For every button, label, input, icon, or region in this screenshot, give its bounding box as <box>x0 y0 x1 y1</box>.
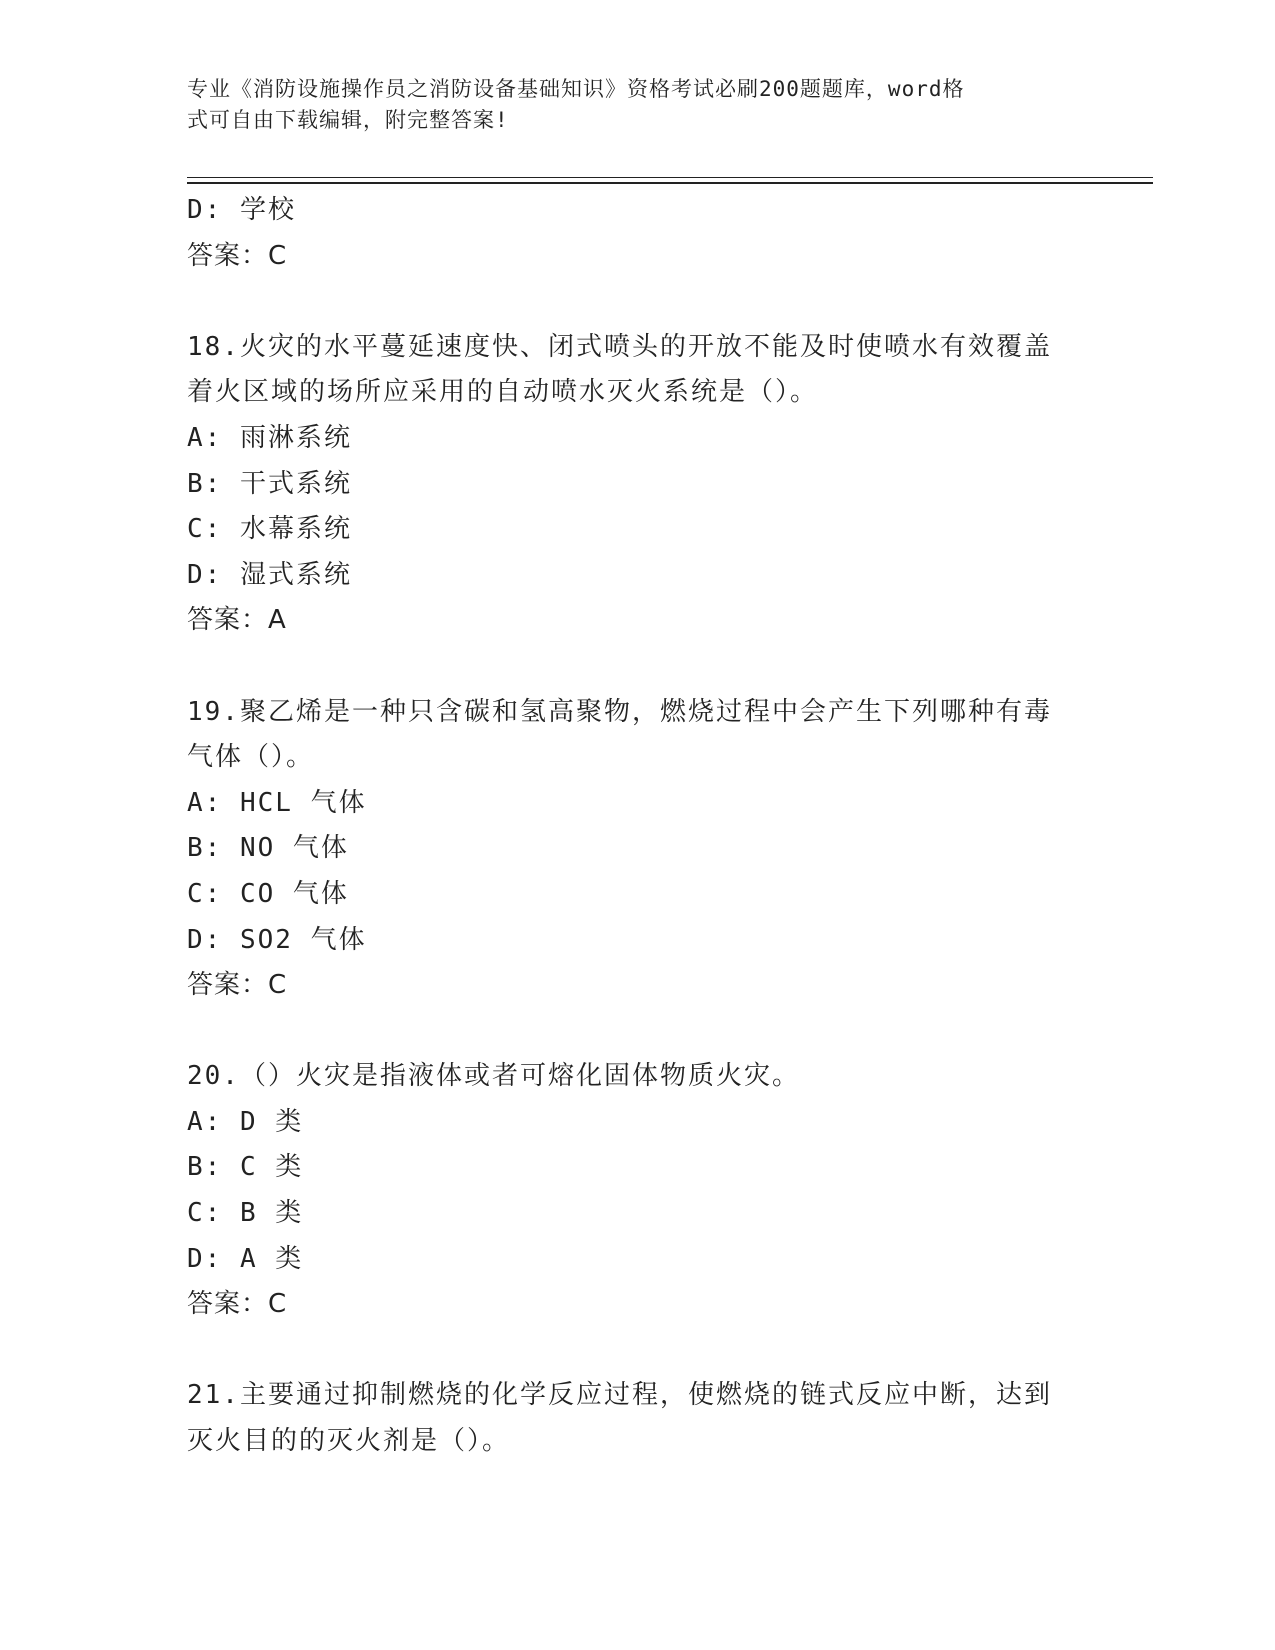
question-stem-line-2: 气体（）。 <box>187 742 315 773</box>
question-stem-line-1: 18.火灾的水平蔓延速度快、闭式喷头的开放不能及时使喷水有效覆盖 <box>187 331 1052 362</box>
spacer <box>187 1328 1067 1374</box>
question-stem-line-1: 20.（）火灾是指液体或者可熔化固体物质火灾。 <box>187 1061 800 1092</box>
option-b: B: NO 气体 <box>187 833 349 864</box>
header-divider-thin <box>187 177 1153 178</box>
carryover-answer: 答案：C <box>187 240 288 271</box>
question-18 <box>187 325 1067 644</box>
question-stem-line-1: 19.聚乙烯是一种只含碳和氢高聚物，燃烧过程中会产生下列哪种有毒 <box>187 696 1052 727</box>
option-c: C: B 类 <box>187 1198 304 1229</box>
answer: 答案：C <box>187 1289 288 1320</box>
question-stem-line-2: 灭火目的的灭火剂是（）。 <box>187 1426 511 1457</box>
spacer <box>187 644 1067 690</box>
question-stem-line-2: 着火区域的场所应采用的自动喷水灭火系统是（）。 <box>187 377 819 408</box>
question-21 <box>187 1373 1067 1464</box>
carryover-option-d: D: 学校 <box>187 195 296 225</box>
option-d: D: 湿式系统 <box>187 559 352 590</box>
option-b: B: 干式系统 <box>187 468 352 499</box>
option-a: A: HCL 气体 <box>187 787 367 818</box>
question-list <box>187 188 1067 1465</box>
answer: 答案：C <box>187 970 288 1001</box>
option-d: D: SO2 气体 <box>187 924 367 955</box>
option-c: C: CO 气体 <box>187 878 349 909</box>
question-stem-line-1: 21.主要通过抑制燃烧的化学反应过程，使燃烧的链式反应中断，达到 <box>187 1380 1052 1411</box>
option-c: C: 水幕系统 <box>187 514 352 545</box>
option-a: A: D 类 <box>187 1106 304 1137</box>
spacer <box>187 279 1067 325</box>
spacer <box>187 1009 1067 1055</box>
question-19 <box>187 690 1067 1009</box>
question-20 <box>187 1054 1067 1328</box>
option-d: D: A 类 <box>187 1243 304 1274</box>
header-divider-thick <box>187 182 1153 184</box>
header-title-line-1: 专业《消防设施操作员之消防设备基础知识》资格考试必刷200题题库，word格 <box>187 77 965 101</box>
answer: 答案：A <box>187 605 287 636</box>
option-b: B: C 类 <box>187 1152 304 1183</box>
option-a: A: 雨淋系统 <box>187 422 352 453</box>
document-header <box>187 74 1067 136</box>
header-title-line-2: 式可自由下载编辑，附完整答案! <box>187 108 509 132</box>
